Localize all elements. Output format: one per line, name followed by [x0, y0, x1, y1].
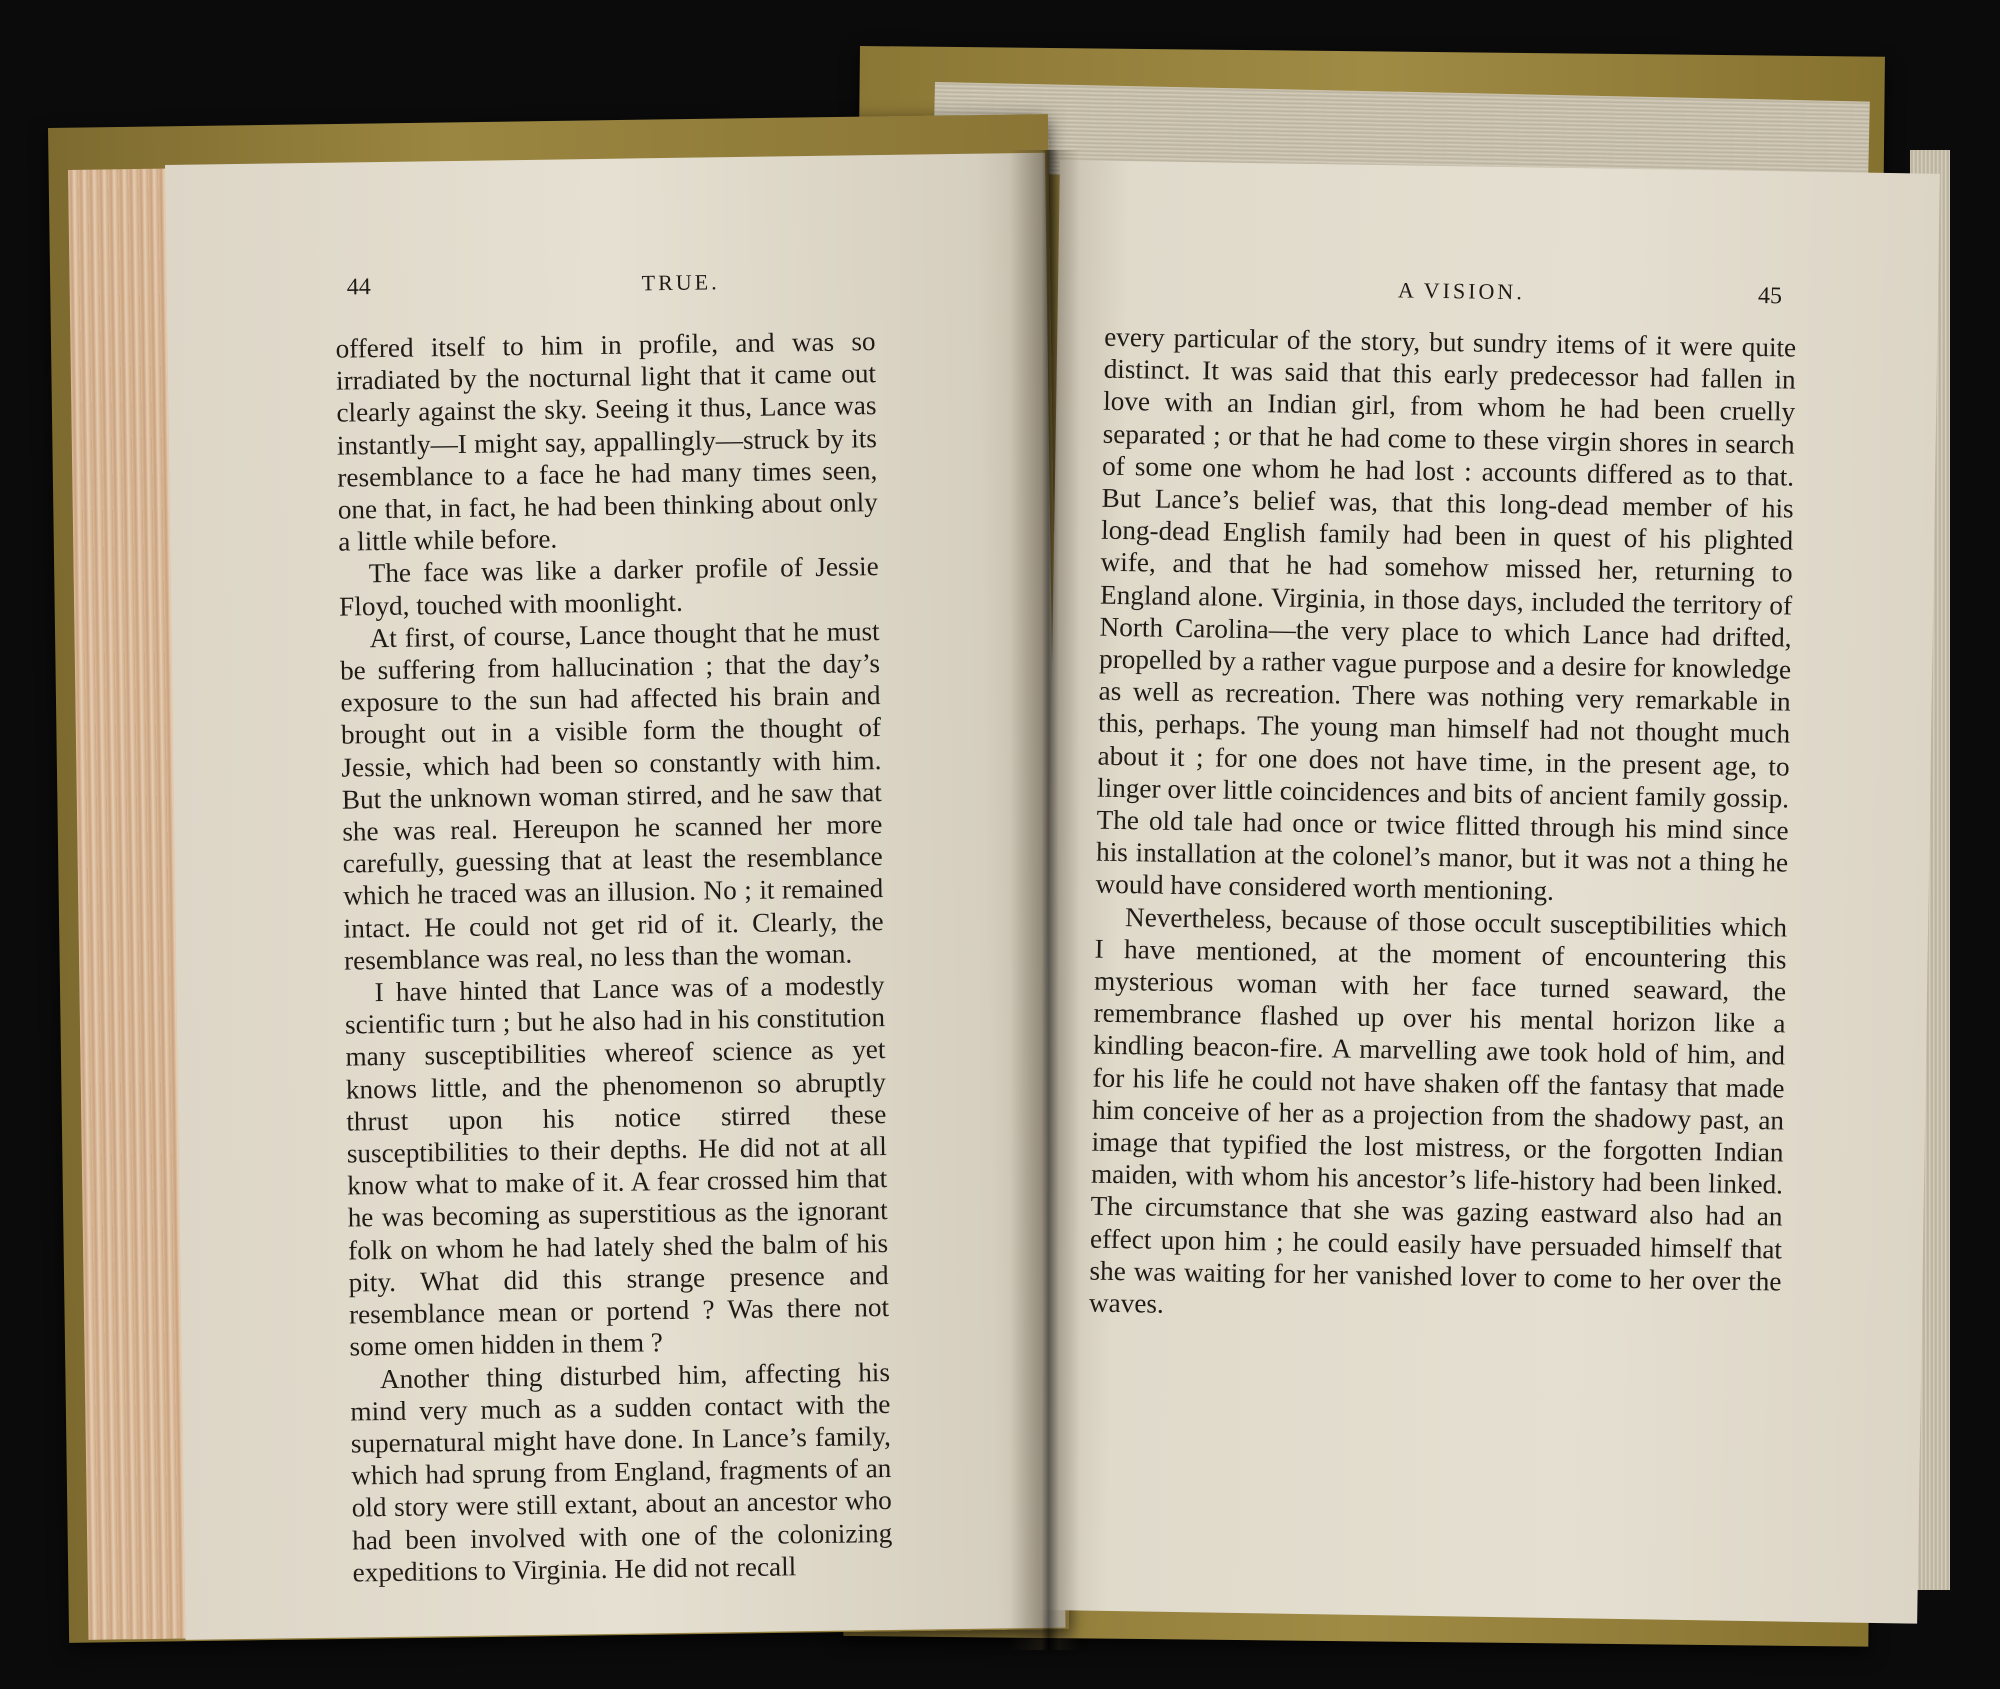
paragraph: every particular of the story, but sundry items of it were quite distinct. It was said that this early predecessor had fallen in love with an Indian girl, from whom he had been cruelly separated ; or that he had come to these virgin shores in search of some one whom he had lost : accounts differed as to that. But Lance’s belief was, that this long-dead member of his long-dead English family had been in quest of his plighted wife, and that he had somehow missed her, returning to England alone. Virginia, in those days, included the territory of North Carolina—the very place to which Lance had drifted, propelled by a rather vague purpose and a desire for knowledge as well as recreation. There was nothing very remarkable in this, perhaps. The young man himself had not thought much about it ; for one does not have time, in the present age, to linger over little coincidences and bits of ancient family gossip. The old tale had once or twice flitted through his mind since his installation at the colonel’s manor, but it was not a thing he would have considered worth mentioning.: [1095, 321, 1797, 907]
right-body-text: [1089, 321, 1797, 1330]
right-page-number: 45: [1757, 282, 1783, 310]
book-gutter: [1010, 150, 1080, 1650]
right-running-head: [1058, 272, 1938, 310]
right-running-title: A VISION.: [1397, 277, 1526, 305]
paragraph: offered itself to him in profile, and was so irradiated by the nocturnal light that it came out clearly against the sky. Seeing it thus, Lance was instantly—I might say, appallingly—struck by its resemblance to a face he had many times seen, one that, in fact, he had been thinking about only a little while before.: [335, 326, 878, 557]
paragraph: At first, of course, Lance thought that he must be suffering from hallucination ; that the day’s exposure to the sun had affected his brain and brought out in a visible form the thought of Jessie, which had been so constantly with him. But the unknown woman stirred, and he saw that she was real. Hereupon he scanned her more carefully, guessing that at least the resemblance which he traced was an illusion. No ; it remained intact. He could not get rid of it. Clearly, the resemblance was real, no less than the woman.: [339, 615, 884, 976]
left-running-head: [167, 265, 1047, 301]
left-running-title: TRUE.: [641, 269, 720, 296]
paragraph: Another thing disturbed him, affecting his mind very much as a sudden contact with the supernatural might have done. In Lance’s family, which had sprung from England, fragments of an old story were still extant, about an ancestor who had been involved with one of the colonizing expeditions to Virginia. He did not recall: [350, 1356, 893, 1588]
paragraph: The face was like a darker profile of Jessie Floyd, touched with moonlight.: [338, 551, 879, 622]
left-page: [165, 153, 1066, 1640]
paragraph: Nevertheless, because of those occult susceptibilities which I have mentioned, at the moment of encountering this mysterious woman with her face turned seaward, the remembrance flashed up over his mental horizon like a kindling beacon-fire. A marvelling awe took hold of him, and for his life he could not have shaken off the fantasy that made him conceive of her as a projection from the shadowy past, an image that typified the lost mistress, or the forgotten Indian maiden, with whom his ancestor’s life-history had been linked. The circumstance that she was gazing eastward also had an effect upon him ; he could easily have persuaded himself that she was waiting for her vanished lover to come to her over the waves.: [1088, 901, 1788, 1319]
right-page: [1037, 160, 1940, 1624]
paragraph: I have hinted that Lance was of a modestly scientific turn ; but he also had in his constitution many susceptibilities whereof science as yet knows little, and the phenomenon so abruptly thrust upon his notice stirred these susceptibilities to their depths. He did not at all know what to make of it. A fear crossed him that he was becoming as superstitious as the ignorant folk on whom he had lately shed the balm of his pity. What did this strange presence and resemblance mean or portend ? Was there not some omen hidden in them ?: [344, 970, 890, 1362]
left-page-number: 44: [346, 274, 371, 301]
left-body-text: [335, 325, 892, 1588]
